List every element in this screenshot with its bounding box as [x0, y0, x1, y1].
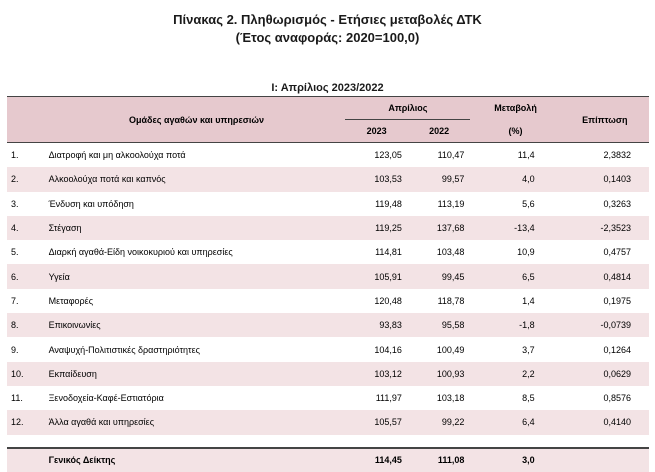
row-change: 6,5 [470, 264, 560, 288]
row-value-2023: 123,05 [374, 150, 402, 161]
row-impact: -0,0739 [561, 313, 649, 337]
table-row [7, 362, 649, 386]
row-change: 2,2 [470, 362, 560, 386]
header-change-unit: (%) [508, 125, 523, 136]
row-change: 3,7 [522, 344, 535, 355]
row-change: 5,6 [522, 198, 535, 209]
row-value-2022: 118,78 [437, 295, 465, 306]
header-impact: Επίπτωση [582, 114, 628, 125]
row-impact: 2,3832 [603, 150, 631, 161]
row-name: Αλκοολούχα ποτά και καπνός [48, 167, 346, 191]
row-impact: 0,1264 [603, 344, 631, 355]
row-index: 12. [7, 410, 48, 434]
row-impact: 0,1403 [561, 167, 649, 191]
row-value-2022: 103,18 [436, 393, 465, 404]
row-name: Υγεία [48, 264, 346, 288]
row-change: 11,4 [517, 150, 535, 161]
row-change: 1,4 [522, 295, 535, 306]
row-name: Εκπαίδευση [48, 362, 346, 386]
table-row [7, 264, 649, 288]
row-index: 2. [7, 167, 48, 191]
table-row [7, 337, 649, 361]
table-row [7, 386, 649, 410]
total-change: 3,0 [470, 447, 560, 472]
table-row [7, 167, 649, 191]
row-value-2023: 104,16 [374, 344, 402, 355]
row-index: 10. [7, 362, 48, 386]
row-impact: 0,4757 [603, 247, 631, 258]
row-change: 6,4 [470, 410, 560, 434]
row-value-2023: 103,12 [345, 362, 408, 386]
row-index: 6. [7, 264, 48, 288]
header-year-2022: 2022 [429, 126, 450, 136]
header-april: Απρίλιος [345, 97, 470, 120]
row-impact: 0,4140 [561, 410, 649, 434]
row-index: 4. [7, 216, 48, 240]
total-value-2022: 111,08 [408, 447, 471, 472]
row-impact: 0,4814 [561, 264, 649, 288]
row-value-2023: 103,53 [345, 167, 408, 191]
total-name: Γενικός Δείκτης [48, 447, 346, 472]
table-reference-year: (Έτος αναφοράς: 2020=100,0) [235, 30, 420, 45]
row-index: 7. [11, 295, 19, 306]
row-change: -1,8 [470, 313, 560, 337]
row-name: Μεταφορές [48, 295, 94, 306]
row-change: 4,0 [470, 167, 560, 191]
row-value-2022: 99,45 [408, 264, 471, 288]
row-value-2023: 111,97 [375, 393, 402, 404]
row-value-2023: 93,83 [345, 313, 408, 337]
row-name: Στέγαση [48, 216, 346, 240]
row-change: 10,9 [517, 247, 535, 258]
row-value-2023: 114,81 [375, 247, 402, 258]
row-name: Ξενοδοχεία-Καφέ-Εστιατόρια [48, 393, 164, 404]
row-value-2023: 105,91 [345, 264, 408, 288]
row-name: Ένδυση και υπόδηση [48, 198, 134, 209]
row-value-2022: 95,58 [408, 313, 471, 337]
total-value-2023: 114,45 [345, 447, 408, 472]
header-change: Μεταβολή [494, 103, 537, 114]
row-index: 5. [11, 247, 19, 258]
row-impact: 0,8576 [603, 393, 631, 404]
row-value-2022: 137,68 [408, 216, 471, 240]
row-impact: 0,3263 [603, 198, 631, 209]
table-row [7, 192, 649, 216]
row-value-2023: 119,48 [375, 198, 402, 209]
row-impact: -2,3523 [561, 216, 649, 240]
row-value-2022: 103,48 [436, 247, 465, 258]
row-value-2022: 110,47 [437, 150, 465, 161]
row-value-2023: 105,57 [345, 410, 408, 434]
row-name: Επικοινωνίες [48, 313, 346, 337]
header-groups: Ομάδες αγαθών και υπηρεσιών [129, 114, 264, 125]
row-value-2022: 113,19 [437, 198, 465, 209]
total-row [7, 447, 649, 472]
table-row [7, 240, 649, 264]
row-impact: 0,0629 [561, 362, 649, 386]
row-index: 9. [11, 344, 19, 355]
row-name: Διατροφή και μη αλκοολούχα ποτά [48, 150, 186, 161]
row-value-2023: 119,25 [345, 216, 408, 240]
table-row [7, 143, 649, 168]
table-row [7, 216, 649, 240]
header-row-top [7, 97, 649, 120]
row-value-2023: 120,48 [374, 295, 402, 306]
row-name: Αναψυχή-Πολιτιστικές δραστηριότητες [48, 344, 200, 355]
row-impact: 0,1975 [603, 295, 631, 306]
row-value-2022: 99,57 [408, 167, 471, 191]
table-row [7, 410, 649, 434]
row-index: 11. [11, 393, 23, 404]
header-year-2023: 2023 [366, 126, 387, 136]
table-subtitle: Ι: Απρίλιος 2023/2022 [271, 82, 384, 94]
inflation-table [7, 96, 649, 472]
row-name: Διαρκή αγαθά-Είδη νοικοκυριού και υπηρεσίες [48, 247, 233, 258]
row-change: 8,5 [522, 393, 535, 404]
table-title: Πίνακας 2. Πληθωρισμός - Ετήσιες μεταβολές ΔΤΚ [173, 12, 482, 27]
row-value-2022: 100,49 [436, 344, 465, 355]
row-value-2022: 99,22 [408, 410, 471, 434]
row-value-2022: 100,93 [408, 362, 471, 386]
table-row [7, 289, 649, 313]
row-index: 1. [11, 150, 19, 161]
table-row [7, 313, 649, 337]
row-name: Άλλα αγαθά και υπηρεσίες [48, 410, 346, 434]
row-change: -13,4 [470, 216, 560, 240]
row-index: 8. [7, 313, 48, 337]
row-index: 3. [11, 198, 19, 209]
